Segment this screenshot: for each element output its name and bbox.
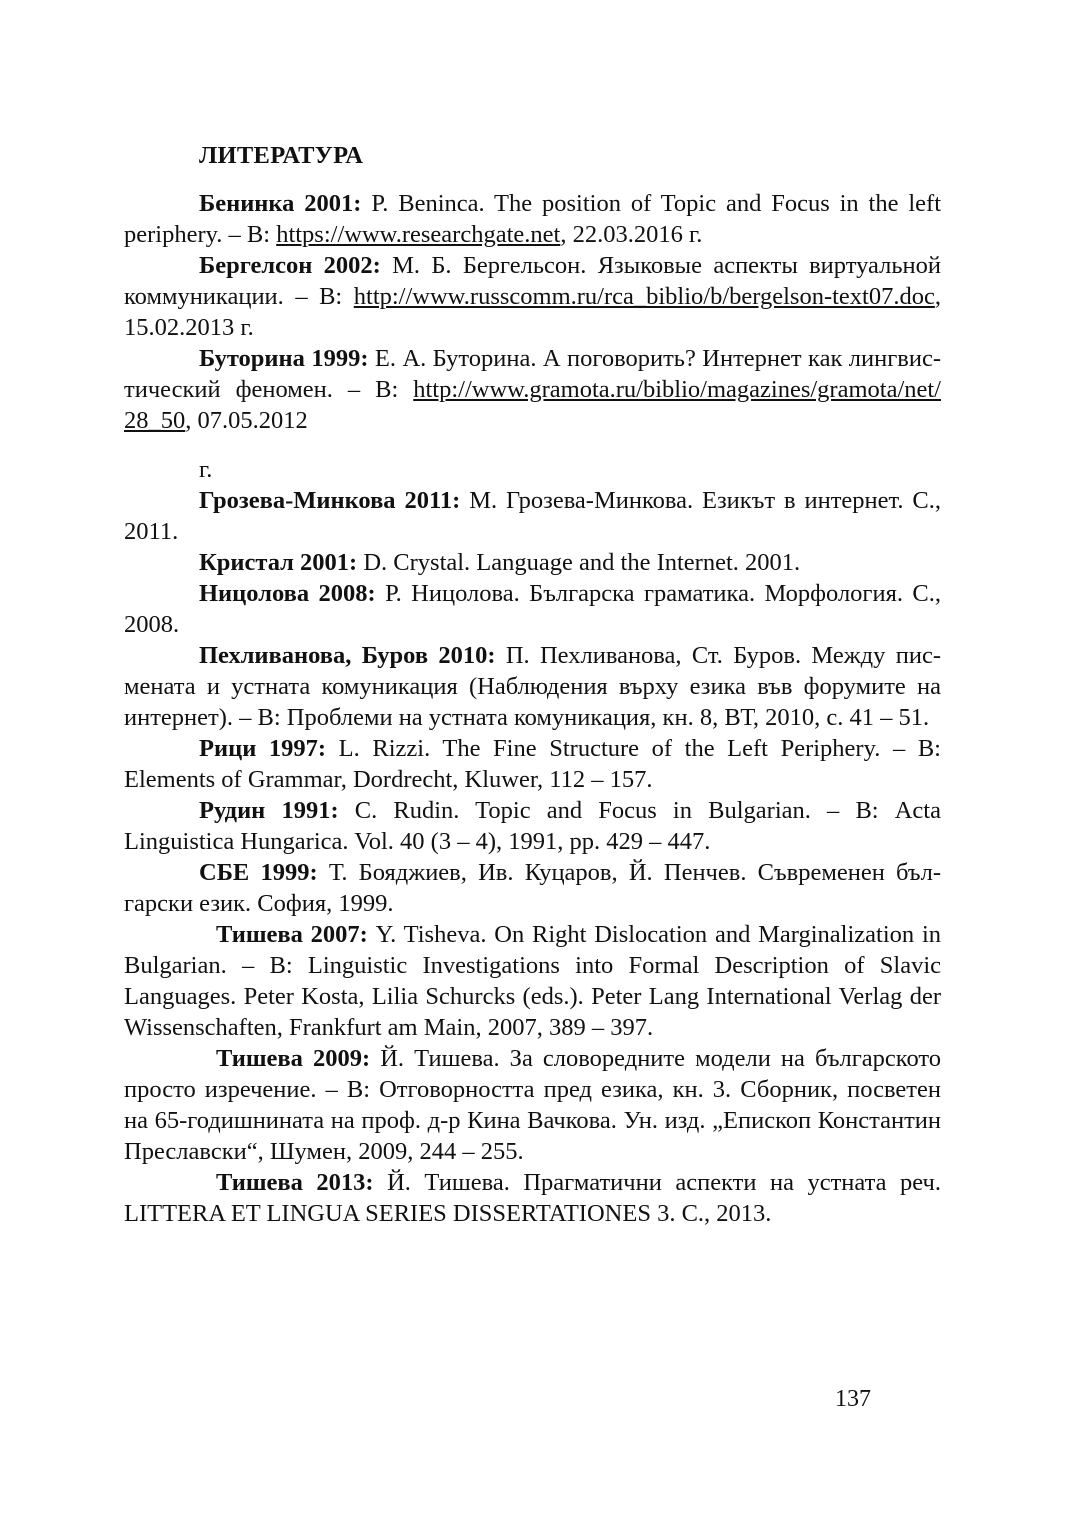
- reference-text: Y. Tisheva. On Right Dislocation and Marginalization in Bulgarian. – В: Linguistic Investigations into Formal Description of Slavic Languages. Peter Kosta, Lilia Schurcks (eds.). Peter Lang International Verlag der Wissenschaften, Frankfurt am Main, 2007, 389 – 397.: [124, 921, 942, 1041]
- reference-entry-butorina: [124, 343, 941, 436]
- reference-text: , 22.03.2016 г.: [560, 221, 703, 248]
- reference-entry-crystal: [124, 547, 941, 578]
- reference-key: Рици 1997:: [199, 735, 327, 762]
- reference-key: Тишева 2007:: [216, 921, 368, 948]
- reference-entry-tisheva-2013: [124, 1167, 941, 1229]
- reference-link[interactable]: http://www.russcomm.ru/rca_biblio/b/bergelson-text07.doc: [353, 283, 935, 310]
- reference-entry-rizzi: [124, 733, 941, 795]
- reference-link[interactable]: http://www.gramota.ru/biblio/magazines/gramota/net/ 28_50: [124, 376, 941, 434]
- reference-key: Тишева 2013:: [216, 1169, 374, 1196]
- page-number: 137: [835, 1386, 871, 1412]
- reference-text: , 15.02.2013 г.: [124, 283, 941, 341]
- reference-entry-nitsolova: [124, 578, 941, 640]
- reference-text: М. Б. Бергельсон. Языковые аспекты виртуальной коммуникации. – В:: [124, 252, 941, 310]
- reference-key: Бенинка 2001:: [199, 190, 362, 217]
- reference-entry-rudin: [124, 795, 941, 857]
- reference-text: Й. Тишева. Прагматични аспекти на устната реч. LITTERA ET LINGUA SERIES DISSERTATIONES 3. С., 2013.: [124, 1169, 941, 1227]
- reference-key: Пехливанова, Буров 2010:: [199, 642, 496, 669]
- reference-key: СБЕ 1999:: [199, 859, 318, 886]
- reference-text: Р. Ницолова. Българска граматика. Морфология. С., 2008.: [124, 580, 941, 638]
- reference-text: М. Грозева-Минкова. Езикът в интернет. С., 2011.: [124, 487, 942, 545]
- reference-key: Ницолова 2008:: [199, 580, 376, 607]
- reference-key: Рудин 1991:: [199, 797, 339, 824]
- reference-key: Кристал 2001:: [199, 549, 358, 576]
- reference-entry-tisheva-2007: [124, 919, 941, 1043]
- reference-text: L. Rizzi. The Fine Structure of the Left Periphery. – В: Elements of Grammar, Dordrecht, Kluwer, 112 – 157.: [124, 735, 941, 793]
- reference-text: , 07.05.2012: [185, 407, 308, 434]
- reference-text: D. Crystal. Language and the Internet. 2001.: [357, 549, 801, 576]
- reference-entry-beninca: [124, 188, 941, 250]
- reference-entry-grozeva: [124, 485, 941, 547]
- reference-key: Буторина 1999:: [199, 345, 369, 372]
- reference-text: C. Rudin. Topic and Focus in Bulgarian. – В: Acta Linguistica Hungarica. Vol. 40 (3 – 4), 1991, pp. 429 – 447.: [124, 797, 941, 855]
- reference-link[interactable]: https://www.researchgate.net: [276, 221, 561, 248]
- reference-text: Й. Тишева. За словоредните модели на българското просто изречение. – В: Отговорността пред езика, кн. 3. Сборник, посветен на 65-годишнината на проф. д-р Кина Вачкова. Ун. изд. „Епископ Константин Преславски“, Шумен, 2009, 244 – 255.: [124, 1045, 941, 1165]
- reference-text: Е. А. Буторина. А поговорить? Интернет как лингвистический феномен. – В:: [124, 345, 941, 403]
- reference-key: Тишева 2009:: [216, 1045, 371, 1072]
- reference-key: Грозева-Минкова 2011:: [199, 487, 461, 514]
- bibliography-section: [124, 140, 941, 1229]
- section-heading: ЛИТЕРАТУРА: [199, 142, 364, 169]
- reference-entry-bergelson: [124, 250, 941, 343]
- stray-fragment: г.: [199, 456, 213, 483]
- reference-entry-sbe: [124, 857, 941, 919]
- reference-entry-pehlivanova: [124, 640, 941, 733]
- reference-entry-tisheva-2009: [124, 1043, 941, 1167]
- reference-text: Т. Бояджиев, Ив. Куцаров, Й. Пенчев. Съвременен български език. София, 1999.: [124, 859, 941, 917]
- reference-key: Бергелсон 2002:: [199, 252, 381, 279]
- reference-text: П. Пехливанова, Ст. Буров. Между писмената и устната комуникация (Наблюдения върху езика във форумите на интернет). – В: Проблеми на устната комуникация, кн. 8, ВТ, 2010, с. 41 – 51.: [124, 642, 941, 731]
- reference-text: P. Beninca. The position of Topic and Focus in the left periphery. – В:: [124, 190, 941, 248]
